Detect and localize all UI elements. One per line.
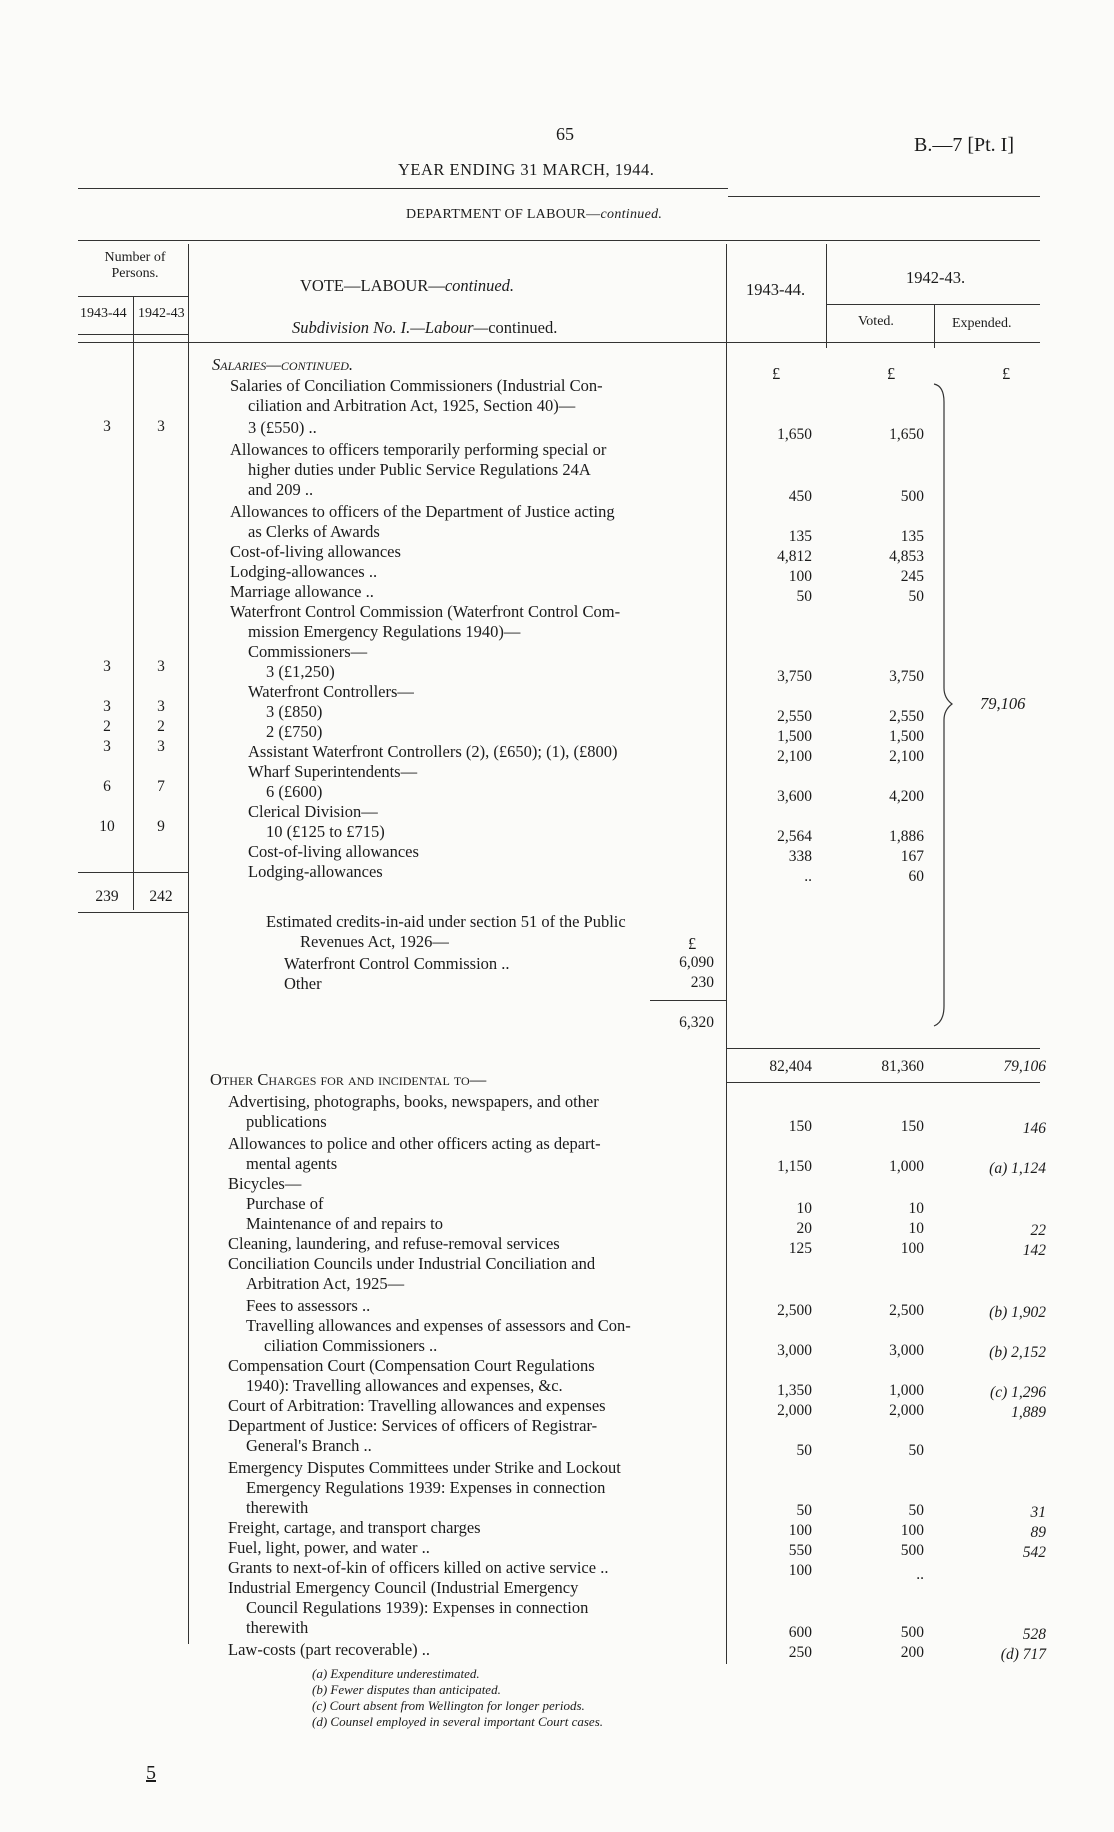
waterfront-commission-line-1: Waterfront Control Commission (Waterfront Control Com-: [230, 602, 621, 621]
bicycles-purchase-label: Purchase of: [246, 1194, 324, 1213]
voted-1942-43: 50: [908, 588, 924, 605]
amount-1943-44: 3,000: [777, 1342, 812, 1359]
amount-1943-44: 600: [788, 1624, 812, 1641]
amount-1943-44: 150: [788, 1118, 812, 1135]
salaries-total-1943-44: 82,404: [769, 1058, 812, 1075]
fees-label: Fees to assessors ..: [246, 1296, 371, 1315]
voted-1942-43: 1,650: [889, 426, 924, 443]
rule: [726, 1048, 1040, 1049]
persons-1943-44: 3: [103, 738, 111, 755]
persons-1942-43: 2: [157, 718, 165, 735]
voted-1942-43: 2,000: [889, 1402, 924, 1419]
amount-1943-44: 10: [796, 1200, 812, 1217]
persons-1943-44: 2: [103, 718, 111, 735]
persons-1942-43: 3: [157, 738, 165, 755]
advertising-line-2: publications: [246, 1112, 327, 1131]
expended-1942-43: (a) 1,124: [989, 1160, 1046, 1177]
amount-1943-44: 550: [788, 1542, 812, 1559]
rule: [188, 244, 189, 1644]
voted-1942-43: 500: [900, 488, 924, 505]
grants-label: Grants to next-of-kin of officers killed on active service ..: [228, 1558, 609, 1577]
subdivision-title: Subdivision No. I.—Labour—continued.: [292, 318, 558, 337]
voted-1942-43: ..: [916, 1566, 924, 1583]
allowances-line-2: higher duties under Public Service Regulations 24A: [248, 460, 591, 479]
voted-1942-43: 2,550: [889, 708, 924, 725]
voted-1942-43: 1,500: [889, 728, 924, 745]
clerical-grade: 10 (£125 to £715): [266, 822, 385, 841]
voted-header: Voted.: [858, 314, 894, 329]
amount-1943-44: 100: [788, 1562, 812, 1579]
persons-1942-43: 7: [157, 778, 165, 795]
voted-1942-43: 10: [908, 1220, 924, 1237]
court-of-arbitration-label: Court of Arbitration: Travelling allowances and expenses: [228, 1396, 606, 1415]
police-allowances-line-1: Allowances to police and other officers acting as depart-: [228, 1134, 601, 1153]
emergency-disputes-line-1: Emergency Disputes Committees under Strike and Lockout: [228, 1458, 621, 1477]
amount-1943-44: 250: [788, 1644, 812, 1661]
amount-col-1942-43-header: 1942-43.: [906, 268, 966, 287]
cleaning-label: Cleaning, laundering, and refuse-removal services: [228, 1234, 560, 1253]
voted-1942-43: 3,000: [889, 1342, 924, 1359]
persons-1942-43: 3: [157, 418, 165, 435]
rule: [826, 304, 1040, 305]
persons-1943-44: 10: [99, 818, 115, 835]
expended-1942-43: 31: [1030, 1504, 1046, 1521]
emergency-disputes-line-3: therewith: [246, 1498, 309, 1517]
conciliation-line-1: Salaries of Conciliation Commissioners (Industrial Con-: [230, 376, 603, 395]
amount-1943-44: 2,100: [777, 748, 812, 765]
rule: [133, 296, 134, 910]
industrial-council-line-3: therewith: [246, 1618, 309, 1637]
amount-1943-44: 450: [788, 488, 812, 505]
amount-1943-44: 50: [796, 1442, 812, 1459]
persons-1943-44: 6: [103, 778, 111, 795]
voted-1942-43: 1,886: [889, 828, 924, 845]
voted-1942-43: 100: [900, 1240, 924, 1257]
voted-1942-43: 500: [900, 1542, 924, 1559]
year-title: YEAR ENDING 31 MARCH, 1944.: [398, 160, 655, 179]
voted-1942-43: 10: [908, 1200, 924, 1217]
brace-icon: [930, 380, 956, 1030]
credits-wcc-label: Waterfront Control Commission ..: [284, 954, 510, 973]
rule: [650, 1000, 726, 1001]
waterfront-controllers-label: Waterfront Controllers—: [248, 682, 414, 701]
compensation-line-1: Compensation Court (Compensation Court Regulations: [228, 1356, 595, 1375]
voted-1942-43: 200: [900, 1644, 924, 1661]
credits-total: 6,320: [679, 1014, 714, 1031]
industrial-council-line-2: Council Regulations 1939): Expenses in connection: [246, 1598, 589, 1617]
expended-header: Expended.: [952, 316, 1012, 331]
amount-1943-44: 125: [788, 1240, 812, 1257]
other-charges-heading: Other Charges for and incidental to—: [210, 1070, 487, 1089]
amount-1943-44: 1,150: [777, 1158, 812, 1175]
amount-1943-44: 135: [788, 528, 812, 545]
expended-1942-43: (d) 717: [1000, 1646, 1046, 1663]
footnote-a: (a) Expenditure underestimated.: [312, 1666, 480, 1681]
cost-of-living-label: Cost-of-living allowances: [230, 542, 401, 561]
amount-1943-44: 2,550: [777, 708, 812, 725]
persons-1942-43: 9: [157, 818, 165, 835]
pound-sign: £: [887, 364, 896, 383]
assistant-controllers-label: Assistant Waterfront Controllers (2), (£650); (1), (£800): [248, 742, 618, 761]
vote-title: VOTE—LABOUR—continued.: [300, 276, 515, 295]
amount-1943-44: 100: [788, 1522, 812, 1539]
voted-1942-43: 167: [900, 848, 924, 865]
pound-sign: £: [772, 364, 781, 383]
expended-1942-43: 146: [1022, 1120, 1046, 1137]
amount-1943-44: 1,350: [777, 1382, 812, 1399]
voted-1942-43: 4,853: [889, 548, 924, 565]
persons-col-1943-44: 1943-44: [80, 306, 127, 321]
persons-1943-44: 3: [103, 658, 111, 675]
police-allowances-line-2: mental agents: [246, 1154, 338, 1173]
footnote-c: (c) Court absent from Wellington for longer periods.: [312, 1698, 585, 1713]
amount-1943-44: 3,750: [777, 668, 812, 685]
rule: [78, 342, 1040, 343]
persons-1943-44: 3: [103, 698, 111, 715]
rule: [826, 244, 827, 348]
credits-line-2: Revenues Act, 1926—: [300, 932, 449, 951]
rule: [78, 912, 188, 913]
page-number: 65: [556, 124, 574, 144]
credits-wcc-amount: 6,090: [679, 954, 714, 971]
amount-1943-44: 4,812: [777, 548, 812, 565]
rule: [78, 188, 728, 189]
commissioners-grade: 3 (£1,250): [266, 662, 335, 681]
voted-1942-43: 4,200: [889, 788, 924, 805]
wharf-superintendents-label: Wharf Superintendents—: [248, 762, 418, 781]
amount-1943-44: 3,600: [777, 788, 812, 805]
controllers-grade-1: 3 (£850): [266, 702, 323, 721]
pound-sign: £: [688, 934, 697, 953]
voted-1942-43: 150: [900, 1118, 924, 1135]
credits-line-1: Estimated credits-in-aid under section 51 of the Public: [266, 912, 626, 931]
voted-1942-43: 500: [900, 1624, 924, 1641]
amount-1943-44: ..: [804, 868, 812, 885]
number-of-persons-header: Number of Persons.: [104, 250, 166, 281]
expended-1942-43: 1,889: [1011, 1404, 1046, 1421]
compensation-line-2: 1940): Travelling allowances and expenses, &c.: [246, 1376, 563, 1395]
expended-1942-43: (c) 1,296: [990, 1384, 1046, 1401]
amount-1943-44: 338: [788, 848, 812, 865]
industrial-council-line-1: Industrial Emergency Council (Industrial Emergency: [228, 1578, 579, 1597]
voted-1942-43: 60: [908, 868, 924, 885]
department-heading: DEPARTMENT OF LABOUR—continued.: [406, 207, 663, 222]
amount-1943-44: 50: [796, 1502, 812, 1519]
rule: [78, 872, 188, 873]
law-costs-label: Law-costs (part recoverable) ..: [228, 1640, 431, 1659]
persons-1942-43: 3: [157, 658, 165, 675]
salaries-expended-total: 79,106: [980, 694, 1026, 713]
rule: [726, 1082, 1040, 1083]
travelling-line-1: Travelling allowances and expenses of assessors and Con-: [246, 1316, 631, 1335]
bicycles-label: Bicycles—: [228, 1174, 302, 1193]
conciliation-line-2: ciliation and Arbitration Act, 1925, Section 40)—: [248, 396, 576, 415]
footnote-d: (d) Counsel employed in several important Court cases.: [312, 1714, 604, 1729]
voted-1942-43: 1,000: [889, 1382, 924, 1399]
clerical-division-label: Clerical Division—: [248, 802, 378, 821]
amount-1943-44: 1,650: [777, 426, 812, 443]
travelling-line-2: ciliation Commissioners ..: [264, 1336, 438, 1355]
lodging-label: Lodging-allowances: [248, 862, 383, 881]
voted-1942-43: 3,750: [889, 668, 924, 685]
amount-1943-44: 20: [796, 1220, 812, 1237]
persons-total-1942-43: 242: [149, 888, 173, 905]
justice-line-1: Allowances to officers of the Department of Justice acting: [230, 502, 615, 521]
persons-1942-43: 3: [157, 698, 165, 715]
voted-1942-43: 1,000: [889, 1158, 924, 1175]
credits-other-label: Other: [284, 974, 322, 993]
conciliation-councils-line-1: Conciliation Councils under Industrial Conciliation and: [228, 1254, 596, 1273]
cost-of-living-label: Cost-of-living allowances: [248, 842, 419, 861]
expended-1942-43: 22: [1030, 1222, 1046, 1239]
salaries-total-expended-1942-43: 79,106: [1003, 1058, 1046, 1075]
amount-1943-44: 50: [796, 588, 812, 605]
voted-1942-43: 50: [908, 1442, 924, 1459]
page-footer-number: 5: [146, 1762, 156, 1784]
marriage-label: Marriage allowance ..: [230, 582, 374, 601]
voted-1942-43: 2,100: [889, 748, 924, 765]
amount-1943-44: 2,000: [777, 1402, 812, 1419]
rule: [934, 304, 935, 348]
expended-1942-43: 142: [1022, 1242, 1046, 1259]
rule: [78, 240, 1040, 241]
justice-line-2: as Clerks of Awards: [248, 522, 380, 541]
voted-1942-43: 2,500: [889, 1302, 924, 1319]
expended-1942-43: (b) 2,152: [989, 1344, 1046, 1361]
persons-1943-44: 3: [103, 418, 111, 435]
amount-1943-44: 2,564: [777, 828, 812, 845]
persons-total-1943-44: 239: [95, 888, 119, 905]
footnote-b: (b) Fewer disputes than anticipated.: [312, 1682, 501, 1697]
amount-1943-44: 2,500: [777, 1302, 812, 1319]
fuel-label: Fuel, light, power, and water ..: [228, 1538, 430, 1557]
waterfront-commission-line-2: mission Emergency Regulations 1940)—: [248, 622, 521, 641]
allowances-line-1: Allowances to officers temporarily performing special or: [230, 440, 607, 459]
document-reference: B.—7 [Pt. I]: [914, 134, 1014, 156]
expended-1942-43: 89: [1030, 1524, 1046, 1541]
justice-services-line-1: Department of Justice: Services of officers of Registrar-: [228, 1416, 598, 1435]
emergency-disputes-line-2: Emergency Regulations 1939: Expenses in connection: [246, 1478, 606, 1497]
bicycles-maintenance-label: Maintenance of and repairs to: [246, 1214, 444, 1233]
wharf-grade: 6 (£600): [266, 782, 323, 801]
conciliation-councils-line-2: Arbitration Act, 1925—: [246, 1274, 405, 1293]
advertising-line-1: Advertising, photographs, books, newspapers, and other: [228, 1092, 599, 1111]
persons-col-1942-43: 1942-43: [138, 306, 185, 321]
voted-1942-43: 100: [900, 1522, 924, 1539]
pound-sign: £: [1002, 364, 1011, 383]
expended-1942-43: 542: [1022, 1544, 1046, 1561]
amount-col-1943-44-header: 1943-44.: [746, 280, 806, 299]
freight-label: Freight, cartage, and transport charges: [228, 1518, 481, 1537]
salaries-heading: Salaries—continued.: [212, 355, 354, 374]
controllers-grade-2: 2 (£750): [266, 722, 323, 741]
amount-1943-44: 100: [788, 568, 812, 585]
conciliation-line-3: 3 (£550) ..: [248, 418, 317, 437]
voted-1942-43: 135: [900, 528, 924, 545]
credits-other-amount: 230: [690, 974, 714, 991]
rule: [728, 196, 1040, 197]
expended-1942-43: 528: [1022, 1626, 1046, 1643]
allowances-line-3: and 209 ..: [248, 480, 314, 499]
voted-1942-43: 245: [900, 568, 924, 585]
lodging-label: Lodging-allowances ..: [230, 562, 378, 581]
amount-1943-44: 1,500: [777, 728, 812, 745]
justice-services-line-2: General's Branch ..: [246, 1436, 372, 1455]
salaries-total-voted-1942-43: 81,360: [881, 1058, 924, 1075]
voted-1942-43: 50: [908, 1502, 924, 1519]
commissioners-label: Commissioners—: [248, 642, 368, 661]
expended-1942-43: (b) 1,902: [989, 1304, 1046, 1321]
